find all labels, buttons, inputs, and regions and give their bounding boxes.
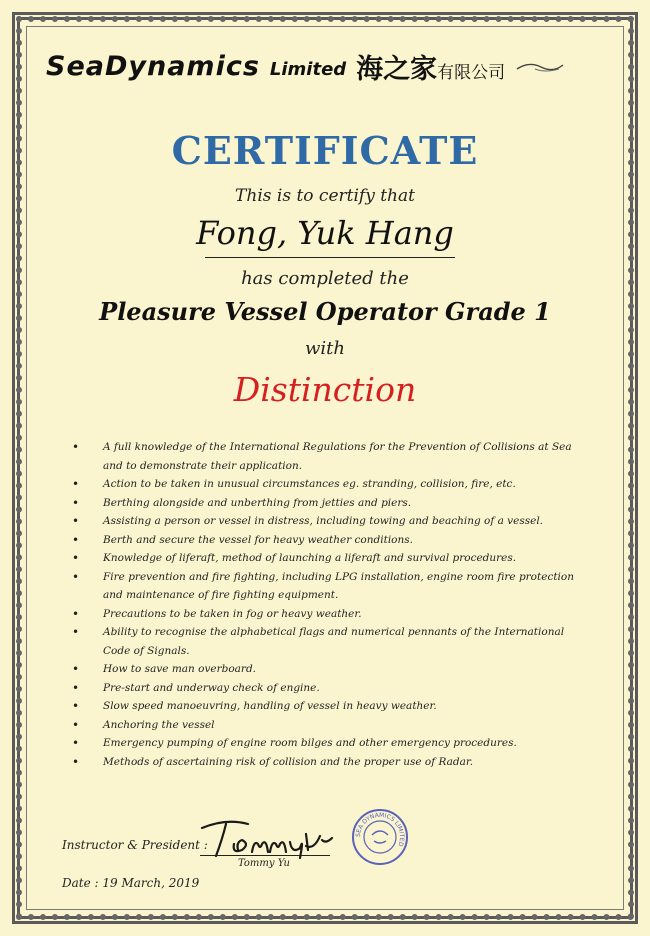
list-item: • Knowledge of liferaft, method of launching a liferaft and survival procedures.: [72, 549, 582, 568]
instructor-label: Instructor & President :: [62, 838, 208, 852]
company-header: [46, 48, 616, 84]
course-name: Pleasure Vessel Operator Grade 1: [99, 297, 551, 326]
competency-list: [72, 438, 582, 771]
certificate-title: CERTIFICATE: [171, 128, 479, 173]
signatory-name: Tommy Yu: [238, 858, 290, 869]
with-text: with: [305, 338, 345, 359]
list-item: • Fire prevention and fire fighting, including LPG installation, engine room fire protection and maintenance of fire fighting equipment.: [72, 568, 582, 605]
list-item: • Methods of ascertaining risk of collision and the proper use of Radar.: [72, 753, 582, 772]
list-item: • A full knowledge of the International Regulations for the Prevention of Collisions at Sea and to demonstrate their application.: [72, 438, 582, 475]
list-item: • Pre-start and underway check of engine.: [72, 679, 582, 698]
list-item: • Action to be taken in unusual circumstances eg. stranding, collision, fire, etc.: [72, 475, 582, 494]
issue-date: Date : 19 March, 2019: [62, 876, 200, 890]
company-seal: [350, 807, 410, 871]
name-underline: [205, 257, 455, 258]
list-item: • Ability to recognise the alphabetical flags and numerical pennants of the International Code of Signals.: [72, 623, 582, 660]
list-item: • How to save man overboard.: [72, 660, 582, 679]
grade-distinction: Distinction: [233, 370, 417, 409]
list-item: • Berthing alongside and unberthing from jetties and piers.: [72, 494, 582, 513]
brand-chinese-suffix: 有限公司: [437, 62, 506, 83]
recipient-name: Fong, Yuk Hang: [196, 214, 454, 252]
brand-name: SeaDynamics: [46, 50, 260, 82]
brand-limited: Limited: [269, 58, 347, 80]
svg-text:SEA DYNAMICS LIMITED: SEA DYNAMICS LIMITED: [354, 811, 406, 848]
list-item: • Assisting a person or vessel in distress, including towing and beaching of a vessel.: [72, 512, 582, 531]
list-item: • Berth and secure the vessel for heavy weather conditions.: [72, 531, 582, 550]
signature-line: [200, 855, 330, 856]
list-item: • Precautions to be taken in fog or heavy weather.: [72, 605, 582, 624]
completed-statement: has completed the: [241, 268, 409, 289]
brand-chinese: 海之家: [356, 53, 438, 85]
certify-statement: This is to certify that: [235, 186, 415, 206]
list-item: • Slow speed manoeuvring, handling of vessel in heavy weather.: [72, 697, 582, 716]
list-item: • Anchoring the vessel: [72, 716, 582, 735]
sailboat-wave-icon: [515, 58, 565, 78]
list-item: • Emergency pumping of engine room bilges and other emergency procedures.: [72, 734, 582, 753]
